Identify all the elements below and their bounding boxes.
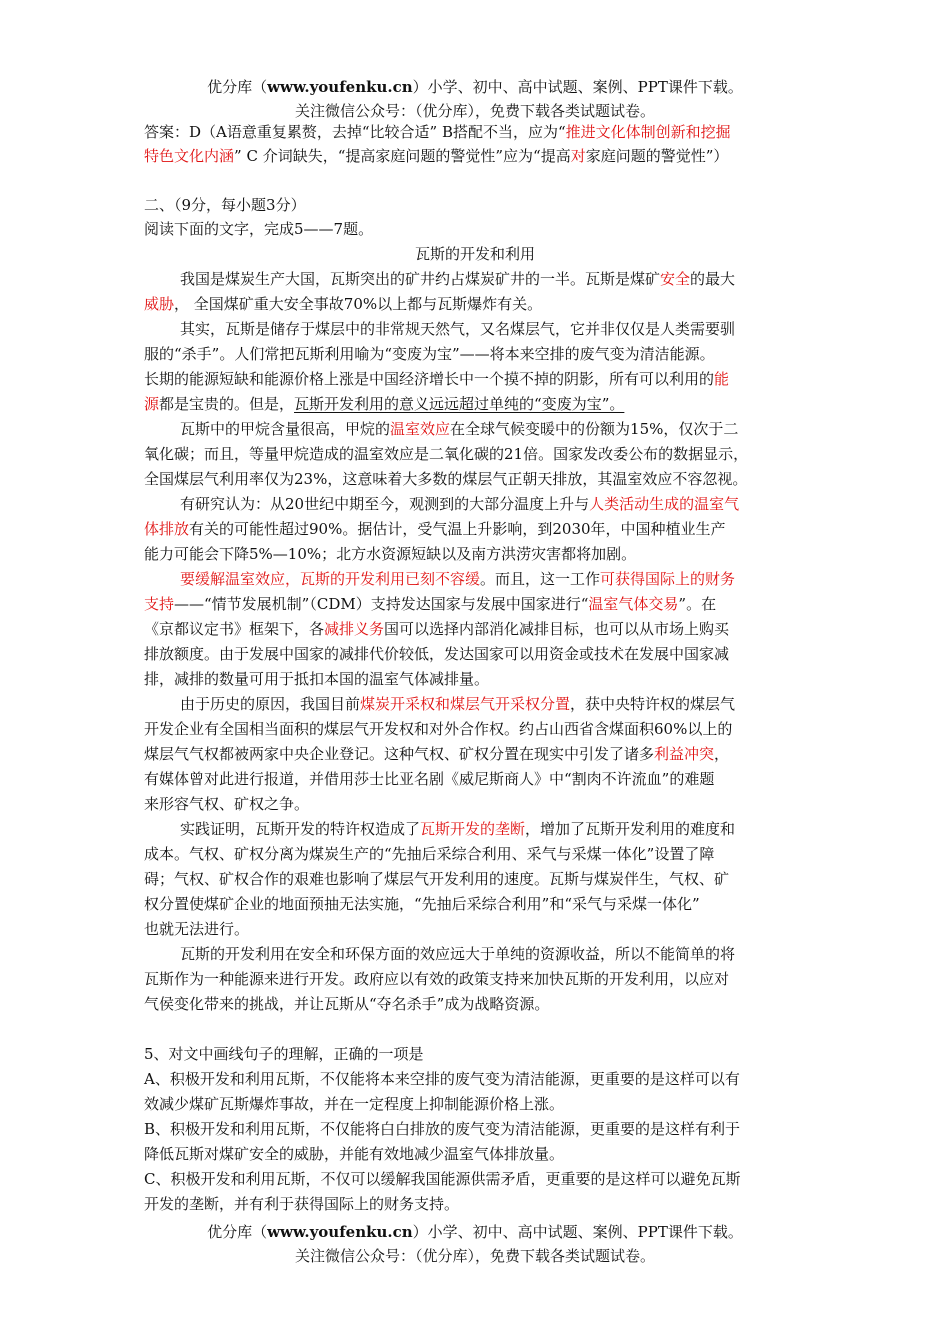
article-line: 能力可能会下降5%—10%；北方水资源短缺以及南方洪涝灾害都将加剧。 — [144, 545, 637, 563]
article-line: 有研究认为：从20世纪中期至今，观测到的大部分温度上升与人类活动生成的温室气 — [180, 495, 740, 513]
answer-highlight: 对 — [570, 147, 586, 165]
page-header-line2: 关注微信公众号：（优分库），免费下载各类试题试卷。 — [294, 102, 655, 120]
article-line: 我国是煤炭生产大国，瓦斯突出的矿井约占煤炭矿井的一半。瓦斯是煤矿安全的最大 — [180, 270, 736, 288]
page-header-line1 — [0, 77, 950, 97]
page-footer-line2: 关注微信公众号：（优分库），免费下载各类试题试卷。 — [294, 1247, 655, 1265]
highlight-text: 安全 — [660, 270, 691, 288]
page-footer-line1 — [0, 1222, 950, 1242]
article-title: 瓦斯的开发和利用 — [414, 245, 535, 263]
option-b: B、积极开发和利用瓦斯，不仅能将白白排放的废气变为清洁能源，更重要的是这样有利于 — [144, 1120, 741, 1138]
section-heading: 二、（9分，每小题3分） — [144, 196, 306, 214]
answer-highlight: 推进文化体制创新和挖掘 — [565, 123, 731, 141]
article-line: 排，减排的数量可用于抵扣本国的温室气体减排量。 — [144, 670, 490, 688]
article-line: 全国煤层气利用率仅为23%，这意味着大多数的煤层气正朝天排放，其温室效应不容忽视。 — [144, 470, 748, 488]
highlight-text: 煤炭开采权和煤层气开采权分置 — [360, 695, 571, 713]
article-line: 也就无法进行。 — [144, 920, 250, 938]
highlight-text: 可获得国际上的财务 — [600, 570, 736, 588]
highlight-text: 人类活动生成的温室气 — [589, 495, 740, 513]
highlight-text: 减排义务 — [324, 620, 385, 638]
highlight-text: 能 — [714, 370, 730, 388]
highlight-text: 瓦斯开发的垄断 — [420, 820, 526, 838]
article-line: 排放额度。由于发展中国家的减排代价较低，发达国家可以用资金或技术在发展中国家减 — [144, 645, 730, 663]
highlight-text: 支持 — [144, 595, 175, 613]
article-line: 成本。气权、矿权分离为煤炭生产的“先抽后采综合利用、采气与采煤一体化”设置了障 — [144, 845, 715, 863]
article-line: 气侯变化带来的挑战，并让瓦斯从“夺名杀手”成为战略资源。 — [144, 995, 550, 1013]
article-line: 支持——“情节发展机制”（CDM）支持发达国家与发展中国家进行“温室气体交易”。在 — [144, 595, 717, 613]
article-line: 煤层气气权都被两家中央企业登记。这种气权、矿权分置在现实中引发了诸多利益冲突， — [144, 745, 730, 763]
article-line: 由于历史的原因，我国目前煤炭开采权和煤层气开采权分置，获中央特许权的煤层气 — [180, 695, 736, 713]
article-line: 要缓解温室效应，瓦斯的开发利用已刻不容缓。而且，这一工作可获得国际上的财务 — [180, 570, 736, 588]
answer-line-1 — [144, 121, 808, 143]
question-stem: 5、对文中画线句子的理解，正确的一项是 — [144, 1045, 424, 1063]
article-line: 其实，瓦斯是储存于煤层中的非常规天然气，又名煤层气，它并非仅仅是人类需要驯 — [180, 320, 736, 338]
answer-text: ” C 介词缺失，“提高家庭问题的警觉性”应为“提高 — [234, 147, 571, 165]
answer-text: 家庭问题的警觉性”） — [585, 147, 729, 165]
article-line: 碍；气权、矿权合作的艰难也影响了煤层气开发利用的速度。瓦斯与煤炭伴生，气权、矿 — [144, 870, 730, 888]
footer-website: www.youfenku.cn — [267, 1223, 413, 1241]
underlined-sentence: 瓦斯开发利用的意义远远超过单纯的“变废为宝”。 — [294, 395, 625, 413]
section-instruction: 阅读下面的文字，完成5——7题。 — [144, 220, 374, 238]
article-line: 瓦斯的开发利用在安全和环保方面的效应远大于单纯的资源收益，所以不能简单的将 — [180, 945, 736, 963]
article-line: 实践证明，瓦斯开发的特许权造成了瓦斯开发的垄断，增加了瓦斯开发利用的难度和 — [180, 820, 736, 838]
header-text: 优分库（ — [207, 78, 268, 96]
article-line: 瓦斯作为一种能源来进行开发。政府应以有效的政策支持来加快瓦斯的开发利用，以应对 — [144, 970, 730, 988]
article-line: 体排放有关的可能性超过90%。据估计，受气温上升影响，到2030年，中国种植业生产 — [144, 520, 726, 538]
option-a: A、积极开发和利用瓦斯，不仅能将本来空排的废气变为清洁能源，更重要的是这样可以有 — [144, 1070, 740, 1088]
highlight-text: 要缓解温室效应，瓦斯的开发利用已刻不容缓 — [180, 570, 481, 588]
article-line: 瓦斯中的甲烷含量很高，甲烷的温室效应在全球气候变暖中的份额为15%，仅次于二 — [180, 420, 739, 438]
article-line: 威胁， 全国煤矿重大安全事故70%以上都与瓦斯爆炸有关。 — [144, 295, 543, 313]
header-website: www.youfenku.cn — [267, 78, 413, 96]
footer-text: ）小学、初中、高中试题、案例、PPT课件下载。 — [412, 1223, 743, 1241]
option-a: 效减少煤矿瓦斯爆炸事故，并在一定程度上抑制能源价格上涨。 — [144, 1095, 565, 1113]
highlight-text: 威胁 — [144, 295, 175, 313]
article-line: 长期的能源短缺和能源价格上涨是中国经济增长中一个摸不掉的阴影，所有可以利用的能 — [144, 370, 730, 388]
article-line: 《京都议定书》框架下，各减排义务国可以选择内部消化减排目标，也可以从市场上购买 — [144, 620, 730, 638]
article-line: 开发企业有全国相当面积的煤层气开发权和对外合作权。约占山西省含煤面积60%以上的 — [144, 720, 733, 738]
article-line: 来形容气权、矿权之争。 — [144, 795, 310, 813]
option-b: 降低瓦斯对煤矿安全的威胁，并能有效地减少温室气体排放量。 — [144, 1145, 565, 1163]
highlight-text: 源 — [144, 395, 160, 413]
answer-line-2 — [144, 145, 808, 167]
answer-highlight: 特色文化内涵 — [144, 147, 235, 165]
article-line: 有媒体曾对此进行报道，并借用莎士比亚名剧《威尼斯商人》中“割肉不许流血”的难题 — [144, 770, 715, 788]
highlight-text: 温室效应 — [390, 420, 451, 438]
highlight-text: 体排放 — [144, 520, 190, 538]
article-line: 源都是宝贵的。但是，瓦斯开发利用的意义远远超过单纯的“变废为宝”。 — [144, 395, 625, 413]
highlight-text: 温室气体交易 — [588, 595, 679, 613]
article-line: 权分置使煤矿企业的地面预抽无法实施，“先抽后采综合利用”和“采气与采煤一体化” — [144, 895, 700, 913]
option-c: C、积极开发和利用瓦斯，不仅可以缓解我国能源供需矛盾，更重要的是这样可以避免瓦斯 — [144, 1170, 741, 1188]
option-c: 开发的垄断，并有利于获得国际上的财务支持。 — [144, 1195, 460, 1213]
article-line: 氧化碳；而且，等量甲烷造成的温室效应是二氧化碳的21倍。国家发改委公布的数据显示， — [144, 445, 749, 463]
article-line: 服的“杀手”。人们常把瓦斯利用喻为“变废为宝”——将本来空排的废气变为清洁能源。 — [144, 345, 715, 363]
answer-text: 答案：D（A语意重复累赘，去掉“比较合适” B搭配不当，应为“ — [144, 123, 566, 141]
highlight-text: 利益冲突 — [654, 745, 715, 763]
footer-text: 优分库（ — [207, 1223, 268, 1241]
header-text: ）小学、初中、高中试题、案例、PPT课件下载。 — [412, 78, 743, 96]
